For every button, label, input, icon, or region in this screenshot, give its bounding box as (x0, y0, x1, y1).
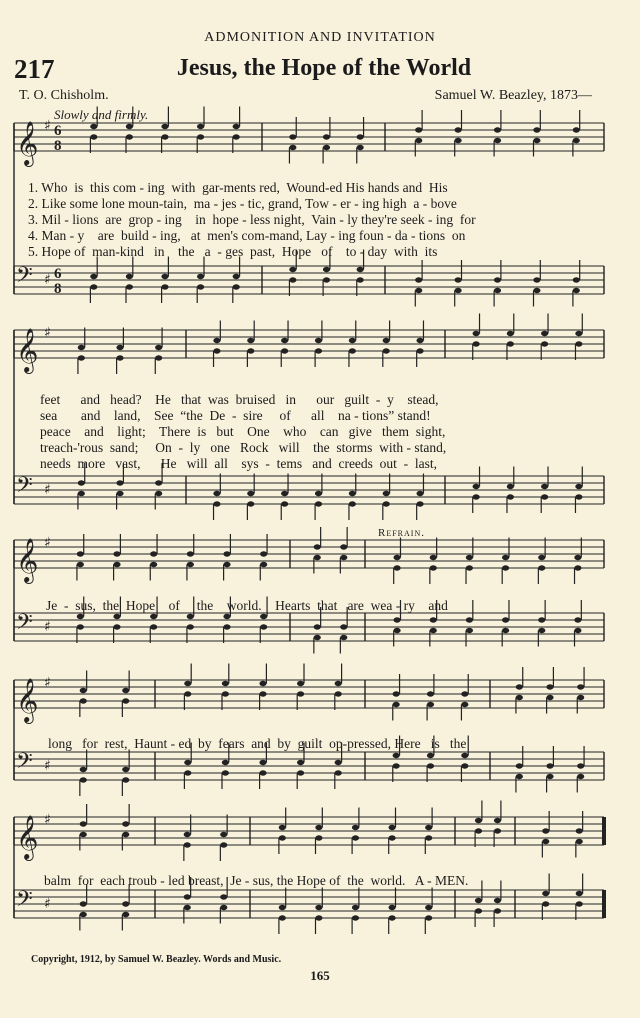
staff-6 (14, 613, 604, 641)
refrain-line-2: long for rest, Haunt - ed by fears and by guilt op-pressed, Here is the (48, 736, 467, 751)
verse-1-line-b: feet and head? He that was bruised in our guilt - y stead, (40, 392, 439, 407)
refrain-marker: Refrain. (378, 527, 425, 539)
staff-5 (14, 540, 604, 568)
key-sharp-icon: ♯ (44, 758, 51, 774)
bass-clef-icon: 𝄢 (16, 473, 33, 503)
key-sharp-icon: ♯ (44, 482, 51, 498)
verse-1-line-a: 1. Who is this com - ing with gar-ments red, Wound-ed His hands and His (28, 180, 448, 195)
key-sharp-icon: ♯ (44, 812, 51, 828)
key-sharp-icon: ♯ (44, 896, 51, 912)
hymn-title: Jesus, the Hope of the World (176, 55, 472, 81)
verse-4-line-a: 4. Man - y are build - ing, at men's com-mand, Lay - ing foun - da - tions on (28, 228, 466, 243)
bass-clef-icon: 𝄢 (16, 887, 33, 917)
treble-clef-icon: 𝄞 (16, 538, 39, 582)
time-sig-bottom: 8 (54, 281, 62, 297)
staff-4 (14, 476, 604, 504)
staff-8 (14, 752, 604, 780)
key-sharp-icon: ♯ (44, 118, 51, 134)
verse-5-line-a: 5. Hope of man-kind in the a - ges past, Hope of to - day with its (28, 244, 438, 259)
refrain-line-3: balm for each troub - led breast, Je - sus, the Hope of the world. A - MEN. (44, 873, 469, 888)
treble-clef-icon: 𝄞 (16, 328, 39, 372)
time-sig-bottom: 8 (54, 138, 62, 154)
bass-clef-icon: 𝄢 (16, 749, 33, 779)
page-number: 165 (310, 968, 330, 983)
key-sharp-icon: ♯ (44, 325, 51, 341)
time-sig-top: 6 (54, 123, 62, 139)
verse-2-line-b: sea and land, See “the De - sire of all na - tions” stand! (40, 408, 431, 423)
refrain-line-1: Je - sus, the Hope of the world. Hearts that are wea - ry and (46, 598, 448, 613)
treble-clef-icon: 𝄞 (16, 121, 39, 165)
verse-4-line-b: treach-'rous sand; On - ly one Rock will the storms with - stand, (40, 440, 447, 455)
key-sharp-icon: ♯ (44, 272, 51, 288)
section-heading: ADMONITION AND INVITATION (204, 30, 436, 45)
staff-1 (14, 123, 604, 151)
key-sharp-icon: ♯ (44, 675, 51, 691)
verse-5-line-b: needs more vast, He will all sys - tems and creeds out - last, (40, 456, 438, 471)
time-sig-top: 6 (54, 266, 62, 282)
bass-clef-icon: 𝄢 (16, 263, 33, 293)
treble-clef-icon: 𝄞 (16, 815, 39, 859)
verse-3-line-b: peace and light; There is but One who can give them sight, (40, 424, 446, 439)
copyright-notice: Copyright, 1912, by Samuel W. Beazley. Words and Music. (31, 954, 282, 965)
tempo-marking: Slowly and firmly. (54, 107, 149, 122)
treble-clef-icon: 𝄞 (16, 678, 39, 722)
staff-3 (14, 330, 604, 358)
hymn-number: 217 (14, 54, 55, 84)
verse-3-line-a: 3. Mil - lions are grop - ing in hope - less night, Vain - ly they're seek - ing for (28, 212, 476, 227)
composer: Samuel W. Beazley, 1873— (434, 88, 592, 103)
key-sharp-icon: ♯ (44, 535, 51, 551)
lyricist: T. O. Chisholm. (19, 88, 109, 103)
key-sharp-icon: ♯ (44, 619, 51, 635)
staff-2 (14, 266, 604, 294)
verse-2-line-a: 2. Like some lone moun-tain, ma - jes - tic, grand, Tow - er - ing high a - bove (28, 196, 457, 211)
bass-clef-icon: 𝄢 (16, 610, 33, 640)
